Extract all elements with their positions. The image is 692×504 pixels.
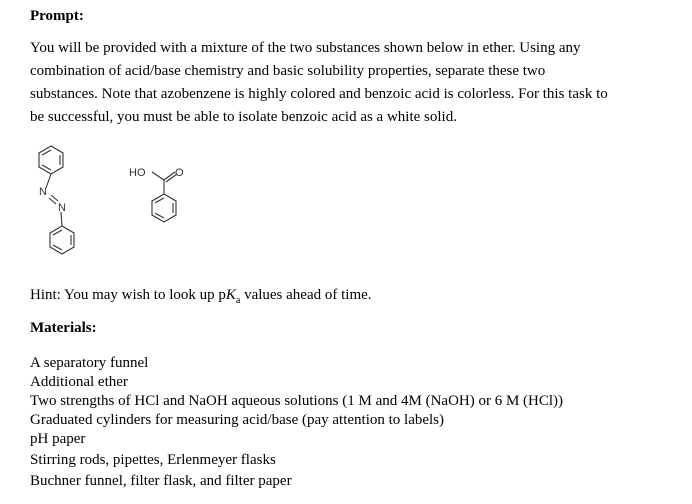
materials-item-5: pH paper xyxy=(30,431,86,447)
hint-prefix: Hint: You may wish to look up p xyxy=(30,287,226,303)
materials-item-3: Two strengths of HCl and NaOH aqueous solutions (1 M and 4M (NaOH) or 6 M (HCl)) xyxy=(30,393,564,409)
prompt-line-2: combination of acid/base chemistry and basic solubility properties, separate these two xyxy=(30,63,546,79)
prompt-line-4: be successful, you must be able to isolate benzoic acid as a white solid. xyxy=(30,109,457,125)
materials-item-7: Buchner funnel, filter flask, and filter paper xyxy=(30,473,292,489)
hint-subscript: a xyxy=(235,295,241,306)
acid-hydroxyl-label: HO xyxy=(129,167,146,179)
prompt-line-3: substances. Note that azobenzene is highly colored and benzoic acid is colorless. For this task to xyxy=(30,86,608,102)
prompt-heading: Prompt: xyxy=(30,8,84,24)
materials-heading: Materials: xyxy=(30,320,97,336)
azo-nitrogen-label-2: N xyxy=(58,202,66,214)
acid-carbonyl-oxygen-label: O xyxy=(175,167,184,179)
prompt-line-1: You will be provided with a mixture of the two substances shown below in ether. Using any xyxy=(30,40,581,56)
azobenzene-structure xyxy=(25,140,95,270)
materials-item-1: A separatory funnel xyxy=(30,355,149,371)
materials-item-2: Additional ether xyxy=(30,374,128,390)
hint-suffix: values ahead of time. xyxy=(240,287,372,303)
azo-nitrogen-label-1: N xyxy=(39,186,47,198)
materials-item-6: Stirring rods, pipettes, Erlenmeyer flasks xyxy=(30,452,276,468)
hint-text xyxy=(30,287,372,306)
hint-k-symbol: K xyxy=(225,287,236,303)
benzoic-acid-structure xyxy=(120,158,200,248)
materials-item-4: Graduated cylinders for measuring acid/base (pay attention to labels) xyxy=(30,412,445,428)
